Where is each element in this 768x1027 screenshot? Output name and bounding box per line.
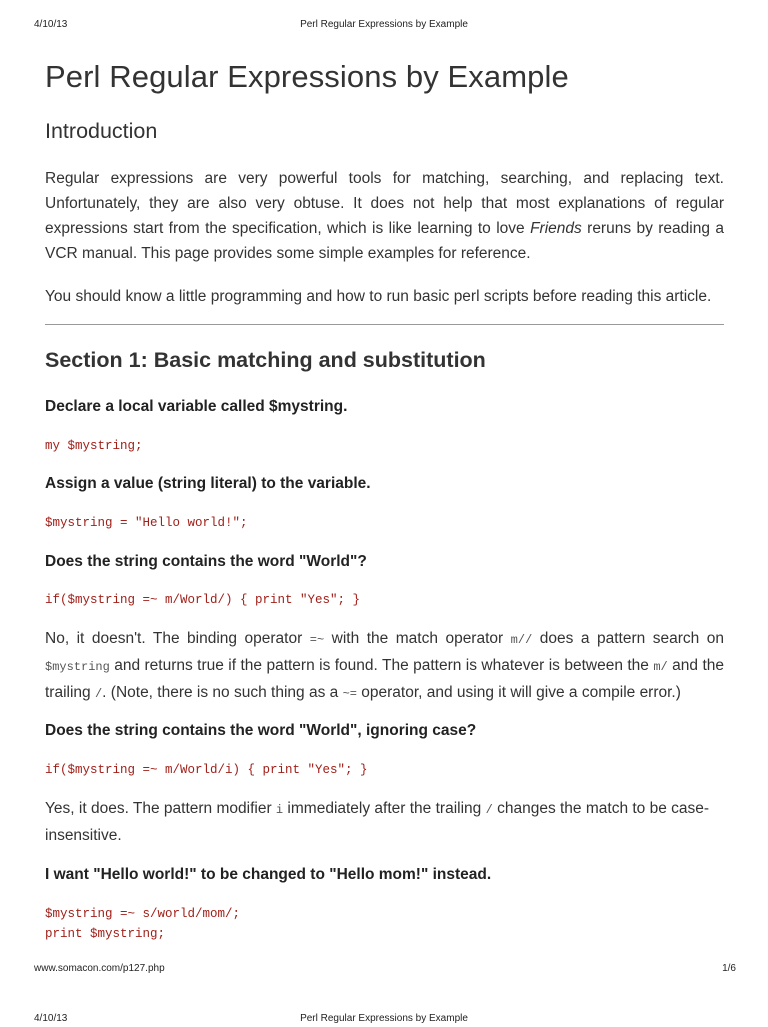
question-ignore-case: Does the string contains the word "World", ignoring case?: [45, 722, 477, 739]
intro-paragraph: Regular expressions are very powerful tools for matching, searching, and replacing text. Unfortunately, they are also very obtuse. It does not help that most explanations of regular expressions start from the specification, which is like learning to love Friends reruns by reading a VCR manual. This page provides some simple examples for reference.: [45, 170, 725, 262]
page-number: 1/6: [722, 963, 736, 974]
next-print-date: 4/10/13: [34, 1013, 68, 1024]
section1-heading: Section 1: Basic matching and substitution: [45, 348, 486, 372]
print-date: 4/10/13: [34, 19, 68, 30]
print-title: Perl Regular Expressions by Example: [300, 19, 468, 30]
intro-heading: Introduction: [45, 119, 158, 143]
code-assign: $mystring = "Hello world!";: [45, 516, 248, 530]
code-match: if($mystring =~ m/World/) { print "Yes"; }: [45, 593, 361, 607]
question-match: Does the string contains the word "World"?: [45, 553, 367, 570]
code-ignore-case: if($mystring =~ m/World/i) { print "Yes"; }: [45, 763, 368, 777]
question-assign: Assign a value (string literal) to the variable.: [45, 475, 371, 492]
explanation-match: No, it doesn't. The binding operator =~ with the match operator m// does a pattern search on $mystring and returns true if the pattern is found. The pattern is whatever is between the m/ and the trailing /. (Note, there is no such thing as a ~= operator, and using it will give a compile error.): [45, 630, 724, 701]
print-footer: [0, 963, 768, 977]
footer-url: www.somacon.com/p127.php: [34, 963, 165, 974]
question-declare: Declare a local variable called $mystring.: [45, 398, 348, 415]
code-substitute: $mystring =~ s/world/mom/; print $mystring;: [45, 907, 241, 941]
next-page-header: [0, 1013, 768, 1027]
page-title: Perl Regular Expressions by Example: [45, 59, 569, 94]
print-header: [0, 19, 768, 33]
code-declare: my $mystring;: [45, 439, 143, 453]
divider: [45, 324, 724, 325]
explanation-ignore-case: Yes, it does. The pattern modifier i immediately after the trailing / changes the match to be case-insensitive.: [45, 800, 710, 844]
question-substitute: I want "Hello world!" to be changed to "Hello mom!" instead.: [45, 866, 492, 883]
next-print-title: Perl Regular Expressions by Example: [300, 1013, 468, 1024]
intro-prerequisites: You should know a little programming and how to run basic perl scripts before reading this article.: [45, 288, 712, 305]
